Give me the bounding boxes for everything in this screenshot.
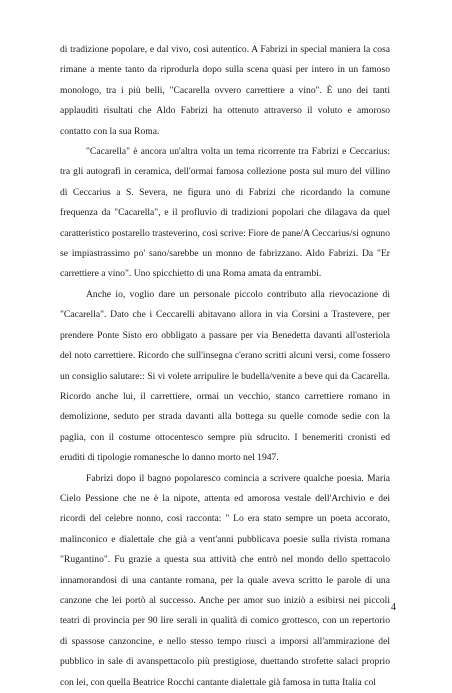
paragraph: "Cacarella" è ancora un'altra volta un tema ricorrente tra Fabrizi e Ceccarius: tra gli autografi in ceramica, dell'ormai famosa collezione posta sul muro del villino di Ceccarius a S. Severa, ne figura uno di Fabrizi che ricordando la comune frequenza da "Cacarella", e il profluvio di tradizioni popolari che dilagava da quel caratteristico postarello trasteverino, così scrive: Fiore de pane/A Ceccarius/si ognuno se impiastrassimo po' sano/sarebbe un monno de fabrizzano. Aldo Fabrizi. Da "Er carrettiere a vino". Uno spicchietto di una Roma amata da entrambi. (60, 146, 390, 280)
page-number: 4 (391, 602, 396, 613)
paragraph: Anche io, voglio dare un personale piccolo contributo alla rievocazione di "Cacarella". Dato che i Ceccarelli abitavano allora in via Corsini a Trastevere, per prendere Ponte Sisto ero obbligato a passare per via Benedetta davanti all'osteriola del noto carrettiere. Ricordo che sull'insegna c'erano scritti alcuni versi, come fossero un consiglio salutare:: Si vi volete arripulire le budella/venite a beve qui da Cacarella. Ricordo anche lui, il carrettiere, ormai un vecchio, stanco carrettiere romano in demolizione, seduto per strada davanti alla bottega su quelle comode sedie con la paglia, con il costume ottocentesco sempre più sdrucito. I benemeriti cronisti ed eruditi di tipologie romanesche lo danno morto nel 1947. (60, 288, 390, 464)
body-text (60, 40, 390, 693)
paragraph: di tradizione popolare, e dal vivo, così autentico. A Fabrizi in special maniera la cosa rimane a mente tanto da riprodurla dopo sulla scena quasi per intero in un famoso monologo, tra i più belli, "Cacarella ovvero carrettiere a vino". È uno dei tanti applauditi risultati che Aldo Fabrizi ha ottenuto attraverso il voluto e amoroso contatto con la sua Roma. (60, 44, 390, 137)
paragraph: Fabrizi dopo il bagno popolaresco comincia a scrivere qualche poesia. Maria Cielo Pessione che ne è la nipote, attenta ed amorosa vestale dell'Archivio e dei ricordi del celebre nonno, così racconta: " Lo era stato sempre un poeta accorato, malinconico e dialettale che già a vent'anni pubblicava poesie sulla rivista romana "Rugantino". Fu grazie a questa sua attività che entrò nel mondo dello spettacolo innamorandosi di una cantante romana, per la quale aveva scritto le parole di una canzone che lei portò al successo. Anche per amor suo iniziò a esibirsi nei piccoli teatri di provincia per 90 lire serali in qualità di comico grottesco, con un repertorio di spassose canzoncine, e nello stesso tempo riuscì a imporsi all'ammirazione del pubblico in sale di avanspettacolo più prestigiose, duettando strofette salaci proprio con lei, con quella Beatrice Rocchi cantante dialettale già famosa in tutta Italia col (60, 472, 390, 688)
